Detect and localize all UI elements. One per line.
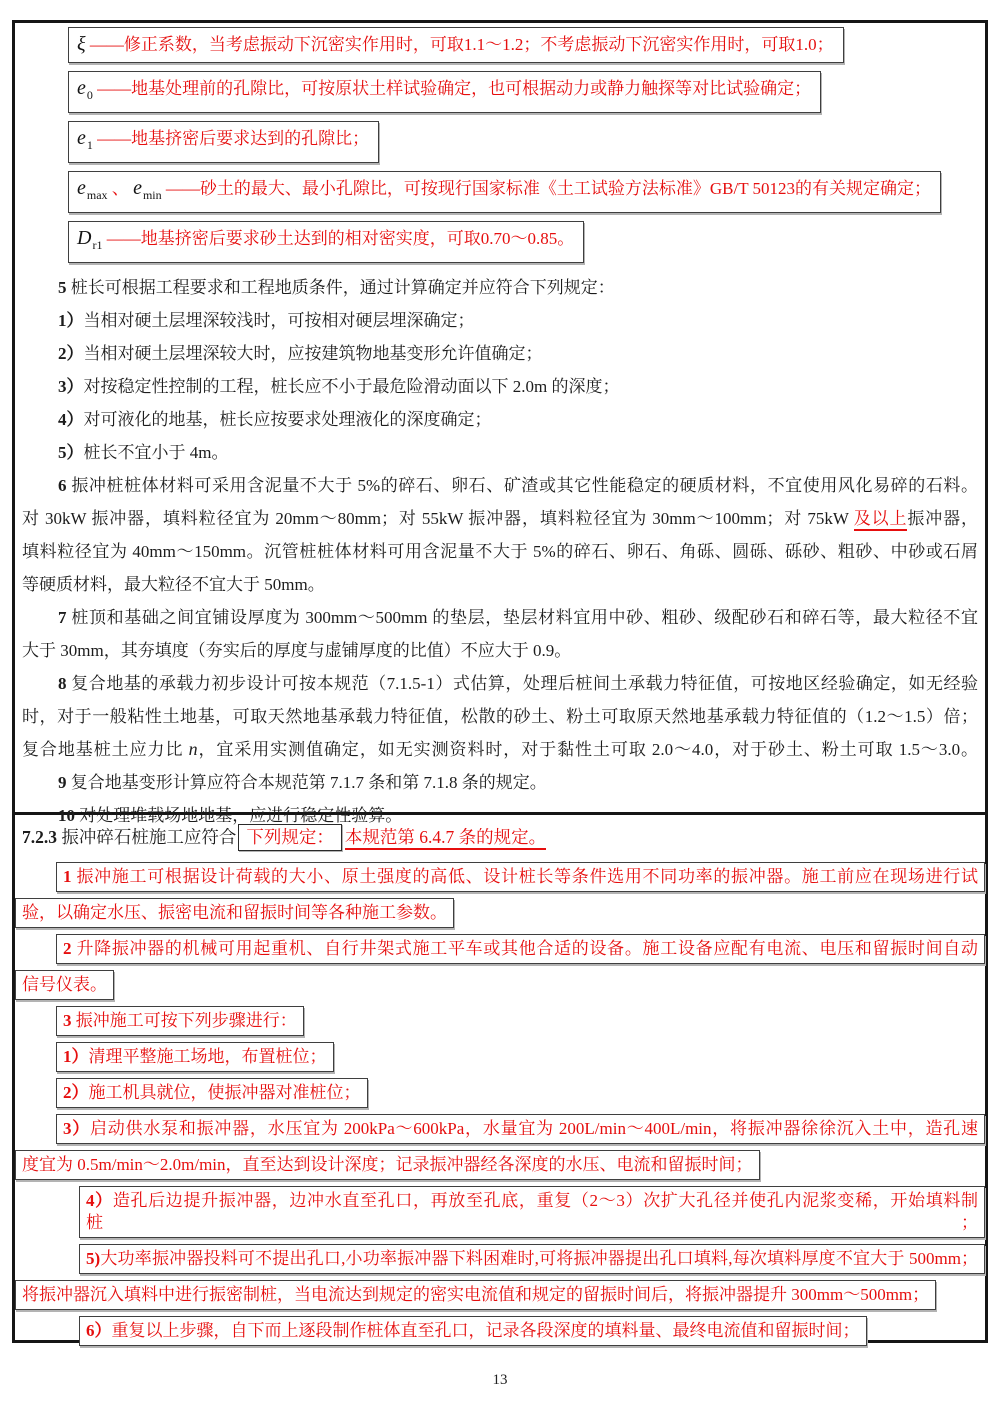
text-segment: 复合地基桩土应力比 xyxy=(22,740,189,759)
text-segment: 5) xyxy=(86,1249,101,1268)
text-segment: 4） xyxy=(86,1191,113,1210)
boxed-line-row xyxy=(15,1114,985,1144)
boxed-line-row xyxy=(15,862,985,892)
definition-row xyxy=(68,121,985,163)
text-segment: 升降振冲器的机械可用起重机、自行井架式施工平车或其他合适的设备。施工设备应配有电流、电压和留振时间自动 xyxy=(71,939,978,958)
definitions xyxy=(15,27,985,263)
text-segment: $e_0$ xyxy=(77,77,93,102)
definition-box xyxy=(68,171,941,213)
boxed-line xyxy=(79,1244,985,1274)
clause-line xyxy=(22,502,978,535)
text-segment: $e_{max}$ xyxy=(77,177,108,202)
text-segment: 振冲桩桩体材料可采用含泥量不大于 5%的碎石、卵石、矿渣或其它性能稳定的硬质材料，不宜使用风化易碎的石料。 xyxy=(66,476,978,495)
boxed-line xyxy=(15,1150,760,1180)
definition-box xyxy=(68,121,379,163)
boxed-line xyxy=(15,970,114,1000)
clause-line xyxy=(22,766,978,799)
boxed-line xyxy=(15,898,454,928)
text-segment: 5） xyxy=(58,443,84,462)
clause-line xyxy=(22,469,978,502)
text-segment: 6） xyxy=(86,1321,112,1340)
text-segment: 时，对于一般粘性土地基，可取天然地基承载力特征值，松散的砂土、粉土可取原天然地基承载力特征值的（1.2～1.5）倍； xyxy=(22,707,978,726)
clause-line xyxy=(22,403,978,436)
text-segment: 2 xyxy=(63,939,72,958)
text-segment: 及以上 xyxy=(854,509,908,531)
clause-line xyxy=(22,667,978,700)
text-segment: $D_{r1}$ xyxy=(77,227,103,252)
text-segment: 6 xyxy=(58,476,67,495)
definition-row xyxy=(68,27,985,63)
text-segment: 3） xyxy=(58,377,84,396)
boxed-line xyxy=(56,934,985,964)
definition-box xyxy=(68,27,844,63)
text-segment: 振冲施工可根据设计荷载的大小、原土强度的高低、设计桩长等条件选用不同功率的振冲器。施工前应在现场进行试 xyxy=(71,867,978,886)
definition-row xyxy=(68,171,985,213)
clause-line xyxy=(22,634,978,667)
clause-line xyxy=(22,337,978,370)
boxed-line-row xyxy=(15,1280,985,1310)
boxed-line xyxy=(79,1186,985,1238)
text-segment: 7.2.3 xyxy=(22,827,57,847)
text-segment: $e_1$ xyxy=(77,127,93,152)
boxed-line-row xyxy=(15,1186,985,1238)
text-segment: 3 xyxy=(63,1011,72,1030)
definition-box xyxy=(68,71,821,113)
boxed-line xyxy=(15,1280,936,1310)
text-segment: 填料粒径宜为 40mm～150mm。沉管桩桩体材料可用含泥量不大于 5%的碎石、卵石、角砾、圆砾、砾砂、粗砂、中砂或石屑 xyxy=(22,542,978,561)
text-segment: 8 xyxy=(58,674,67,693)
text-segment: 造孔后边提升振冲器，边冲水直至孔口，再放至孔底，重复（2～3）次扩大孔径并使孔内泥浆变稀，开始填料制桩； xyxy=(86,1191,979,1232)
text-segment: 9 xyxy=(58,773,67,792)
text-segment: 等硬质材料，最大粒径不宜大于 50mm。 xyxy=(22,575,325,594)
section-723-header xyxy=(22,822,985,852)
clause-line xyxy=(22,436,978,469)
text-segment: 大功率振冲器投料可不提出孔口,小功率振冲器下料困难时,可将振冲器提出孔口填料,每次填料厚度不宜大于 500mm； xyxy=(100,1249,978,1268)
boxed-line xyxy=(79,1316,867,1346)
text-segment: 重复以上步骤，自下而上逐段制作桩体直至孔口，记录各段深度的填料量、最终电流值和留振时间； xyxy=(111,1321,860,1340)
text-segment: 10 xyxy=(58,806,75,825)
text-segment: ——砂土的最大、最小孔隙比，可按现行国家标准《土工试验方法标准》GB/T 50123的有关规定确定； xyxy=(161,179,932,198)
section-723 xyxy=(15,815,985,1340)
definition-box xyxy=(68,221,584,263)
boxed-line xyxy=(56,1114,985,1144)
text-segment: 对处理堆载场地地基，应进行稳定性验算。 xyxy=(75,806,403,825)
boxed-line-row xyxy=(15,1006,985,1036)
text-segment: n xyxy=(188,739,198,759)
text-segment: 桩长不宜小于 4m。 xyxy=(83,443,229,462)
boxed-line xyxy=(56,862,985,892)
boxed-line-row xyxy=(15,1078,985,1108)
text-segment: 振冲器， xyxy=(907,509,979,528)
boxed-line xyxy=(56,1042,334,1072)
text-segment: 度宜为 0.5m/min～2.0m/min，直至达到设计深度；记录振冲器经各深度的水压、电流和留振时间； xyxy=(22,1155,753,1174)
text-segment: 对按稳定性控制的工程，桩长应不小于最危险滑动面以下 2.0m 的深度； xyxy=(83,377,620,396)
boxed-line-row xyxy=(15,1244,985,1274)
text-segment: 振冲碎石桩施工应符合 xyxy=(57,827,237,847)
boxed-line-row xyxy=(15,1042,985,1072)
text-segment: 7 xyxy=(58,608,67,627)
clauses xyxy=(15,271,985,832)
clause-line xyxy=(22,304,978,337)
boxed-line-row xyxy=(15,1150,985,1180)
text-segment: 大于 30mm，其夯填度（夯实后的厚度与虚铺厚度的比值）不应大于 0.9。 xyxy=(22,641,572,660)
boxed-line xyxy=(56,1006,304,1036)
text-segment: 3） xyxy=(63,1119,91,1138)
text-segment: 复合地基的承载力初步设计可按本规范（7.1.5-1）式估算，处理后桩间土承载力特征值，可按地区经验确定，如无经验 xyxy=(66,674,978,693)
text-segment: 4） xyxy=(58,410,84,429)
text-segment: 对 30kW 振冲器，填料粒径宜为 20mm～80mm；对 55kW 振冲器，填料粒径宜为 30mm～100mm；对 75kW xyxy=(22,509,854,528)
boxed-line-row xyxy=(15,898,985,928)
page-number: 13 xyxy=(492,1372,508,1388)
section-723-lines xyxy=(15,862,985,1346)
text-segment: 2） xyxy=(58,344,84,363)
text-segment: 5 xyxy=(58,278,67,297)
text-segment: 1 xyxy=(63,867,72,886)
text-segment: ——修正系数，当考虑振动下沉密实作用时，可取1.1～1.2；不考虑振动下沉密实作用时，可取1.0； xyxy=(85,35,834,54)
text-segment: 施工机具就位，使振冲器对准桩位； xyxy=(88,1083,361,1102)
text-segment: 对可液化的地基，桩长应按要求处理液化的深度确定； xyxy=(83,410,492,429)
text-segment: 桩顶和基础之间宜铺设厚度为 300mm～500mm 的垫层，垫层材料宜用中砂、粗砂、级配砂石和碎石等，最大粒径不宜 xyxy=(66,608,978,627)
clause-line xyxy=(22,700,978,733)
text-segment: 清理平整施工场地，布置桩位； xyxy=(88,1047,327,1066)
definition-row xyxy=(68,71,985,113)
text-segment: 当相对硬土层埋深较大时，应按建筑物地基变形允许值确定； xyxy=(83,344,543,363)
boxed-phrase xyxy=(238,824,342,851)
text-segment: 复合地基变形计算应符合本规范第 7.1.7 条和第 7.1.8 条的规定。 xyxy=(66,773,547,792)
boxed-line-row xyxy=(15,1316,985,1346)
clause-line xyxy=(22,370,978,403)
clause-line xyxy=(22,601,978,634)
clause-line xyxy=(22,568,978,601)
boxed-line xyxy=(56,1078,368,1108)
text-segment: 桩长可根据工程要求和工程地质条件，通过计算确定并应符合下列规定： xyxy=(66,278,615,297)
text-segment: $e_{min}$ xyxy=(133,177,162,202)
text-segment: 信号仪表。 xyxy=(22,975,107,994)
text-segment: ——地基挤密后要求砂土达到的相对密实度，可取0.70～0.85。 xyxy=(102,229,575,248)
text-segment: ξ xyxy=(77,33,86,55)
boxed-line-row xyxy=(15,934,985,964)
boxed-line-row xyxy=(15,970,985,1000)
text-segment: 1） xyxy=(58,311,84,330)
definition-row xyxy=(68,221,985,263)
text-segment: 将振冲器沉入填料中进行振密制桩，当电流达到规定的密实电流值和规定的留振时间后，将振冲器提升 300mm～500mm； xyxy=(22,1285,930,1304)
clause-line xyxy=(22,271,978,304)
text-segment: 本规范第 6.4.7 条的规定。 xyxy=(345,827,546,850)
text-segment: 启动供水泵和振冲器，水压宜为 200kPa～600kPa，水量宜为 200L/min～400L/min，将振冲器徐徐沉入土中，造孔速 xyxy=(90,1119,978,1138)
clause-line xyxy=(22,535,978,568)
text-segment: 当相对硬土层埋深较浅时，可按相对硬层埋深确定； xyxy=(83,311,475,330)
text-segment: 1） xyxy=(63,1047,89,1066)
text-segment: 下列规定： xyxy=(246,827,334,847)
text-segment: 、 xyxy=(107,179,134,198)
clause-line xyxy=(22,733,978,766)
text-segment: ——地基挤密后要求达到的孔隙比； xyxy=(92,129,370,148)
document-frame xyxy=(12,20,988,1343)
text-segment: 验，以确定水压、振密电流和留振时间等各种施工参数。 xyxy=(22,903,447,922)
text-segment: 2） xyxy=(63,1083,89,1102)
top-section xyxy=(15,23,985,825)
text-segment: ，宜采用实测值确定，如无实测资料时，对于黏性土可取 2.0～4.0，对于砂土、粉土可取 1.5～3.0。 xyxy=(197,740,979,759)
text-segment: 振冲施工可按下列步骤进行： xyxy=(71,1011,297,1030)
text-segment: ——地基处理前的孔隙比，可按原状土样试验确定，也可根据动力或静力触探等对比试验确定； xyxy=(92,79,812,98)
